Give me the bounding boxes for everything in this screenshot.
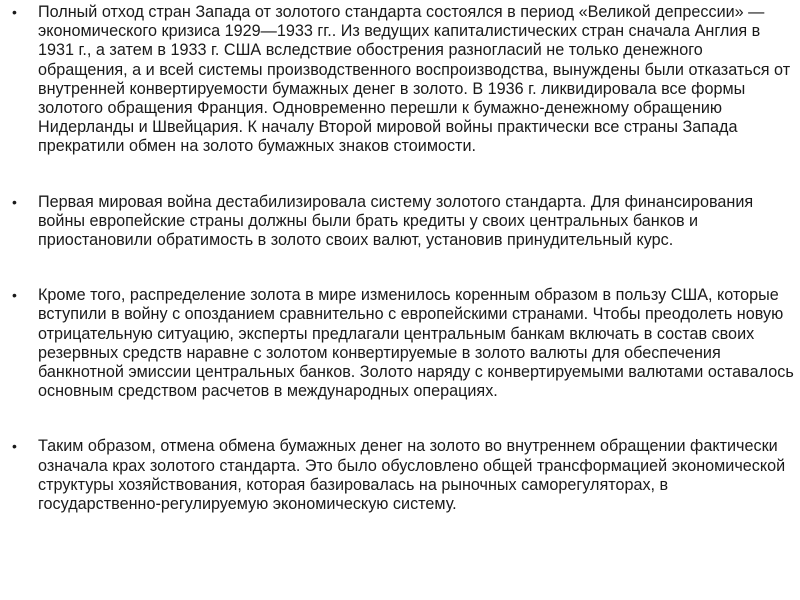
bullet-paragraph-3 (12, 286, 794, 401)
paragraph-text: Кроме того, распределение золота в мире изменилось коренным образом в пользу США, которые вступили в войну с опозданием сравнительно с европейскими странами. Чтобы преодолеть новую отрицательную ситуацию, эксперты предлагали центральным банкам включать в состав своих резервных средств наравне с золотом конвертируемые в золото валюты для обеспечения банкнотной эмиссии центральных банков. Золото наряду с конвертируемыми валютами оставалось основным средством расчетов в международных операциях. (38, 286, 794, 401)
bullet-paragraph-4 (12, 437, 794, 514)
bullet-icon: • (12, 193, 17, 210)
bullet-paragraph-1 (12, 3, 794, 157)
bullet-list (12, 3, 794, 514)
bullet-icon: • (12, 438, 17, 455)
bullet-icon: • (12, 287, 17, 304)
paragraph-text: Полный отход стран Запада от золотого стандарта состоялся в период «Великой депрессии» — экономического кризиса 1929—1933 гг.. Из ведущих капиталистических стран сначала Англия в 1931 г., а затем в 1933 г. США вследствие обострения разногласий не только денежного обращения, а и всей системы производственного воспроизводства, вынуждены были отказаться от внутренней конвертируемости бумажных денег в золото. В 1936 г. ликвидировала все формы золотого обращения Франция. Одновременно перешли к бумажно-денежному обращению Нидерланды и Швейцария. К началу Второй мировой войны практически все страны Запада прекратили обмен на золото бумажных знаков стоимости. (38, 3, 791, 156)
paragraph-text: Первая мировая война дестабилизировала систему золотого стандарта. Для финансирования войны европейские страны должны были брать кредиты у своих центральных банков и приостановили обратимость в золото своих валют, установив принудительный курс. (38, 192, 754, 250)
bullet-icon: • (12, 4, 17, 20)
bullet-paragraph-2 (12, 193, 794, 251)
paragraph-text: Таким образом, отмена обмена бумажных денег на золото во внутреннем обращении фактически означала крах золотого стандарта. Это было обусловлено общей трансформацией экономической структуры хозяйствования, которая базировалась на рыночных саморегуляторах, в государственно-регулируемую экономическую систему. (38, 437, 786, 514)
